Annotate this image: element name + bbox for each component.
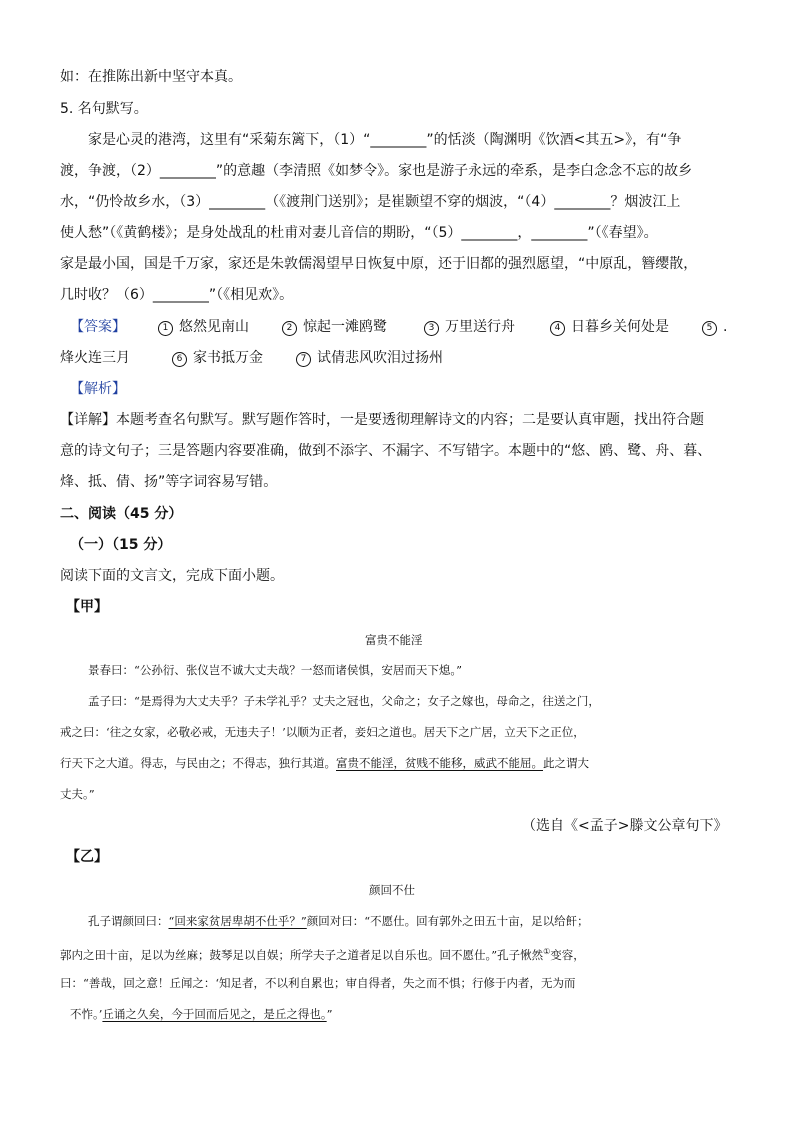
passage-text: 变容， [550, 948, 585, 962]
passage-line [88, 912, 589, 930]
subsection-heading: （一）（15 分） [70, 537, 172, 553]
answer-item: 6 家书抵万金 [172, 349, 263, 367]
passage-text: 颜回对曰：“不愿仕。回有郭外之田五十亩，足以给飦； [306, 914, 589, 928]
text-line: 家是心灵的港湾，这里有“采菊东篱下，（1）“________”的恬淡（陶渊明《饮酒<其五>》，有“争 [88, 132, 682, 148]
passage-line: 景春曰：“公孙衍、张仪岂不诚大丈夫哉？一怒而诸侯惧，安居而天下熄。” [88, 663, 463, 677]
passage-line: 孟子曰：“是焉得为大丈夫乎？子未学礼乎？丈夫之冠也，父命之；女子之嫁也，母命之，往送之门， [88, 694, 600, 708]
passage-label-yi: 【乙】 [66, 849, 108, 865]
passage-label-jia: 【甲】 [66, 599, 108, 615]
answer-item: 7 试倩悲风吹泪过扬州 [296, 349, 443, 367]
source-citation: （选自《<孟子>滕文公章句下》 [522, 818, 728, 834]
instruction-line: 阅读下面的文言文，完成下面小题。 [60, 568, 284, 584]
passage-line [60, 754, 589, 772]
underlined-sentence: 富贵不能淫，贫贱不能移，威武不能屈。 [336, 756, 543, 770]
question-heading: 5. 名句默写。 [60, 101, 148, 117]
passage-line [70, 1005, 333, 1023]
passage-text: 不怍。’ [70, 1007, 103, 1021]
underlined-sentence: 丘诵之久矣，今于回而后见之，是丘之得也。 [102, 1007, 327, 1021]
text-line: 烽火连三月 [60, 350, 130, 366]
passage-text: 孔子谓颜回曰： [88, 914, 169, 928]
text-line: 渡，争渡，（2）________”的意趣（李清照《如梦令》。家也是游子永远的牵系，是李白念念不忘的故乡 [60, 163, 693, 179]
passage-title: 富贵不能淫 [365, 633, 423, 647]
answer-item: 2 惊起一滩鸥鹭 [282, 318, 387, 336]
text-line: 意的诗文句子；三是答题内容要准确，做到不添字、不漏字、不写错字。本题中的“悠、鸥、鹭、舟、暮、 [60, 443, 712, 459]
text-line: 几时收？（6）________”（《相见欢》。 [60, 287, 294, 303]
underlined-sentence: “回来家贫居卑胡不仕乎？” [168, 914, 307, 928]
analysis-label: 【解析】 [70, 381, 126, 397]
passage-text: ” [326, 1007, 333, 1021]
text-line: 如：在推陈出新中坚守本真。 [60, 69, 242, 85]
answer-item: 4 日暮乡关何处是 [550, 318, 669, 336]
text-line: 烽、抵、倩、扬”等字词容易写错。 [60, 474, 278, 490]
text-line: 【详解】本题考查名句默写。默写题作答时，一是要透彻理解诗文的内容；二是要认真审题，找出符合题 [60, 412, 704, 428]
passage-line [60, 943, 585, 964]
answer-label: 【答案】 [70, 319, 126, 335]
text-line: 水，“仍怜故乡水，（3）________（《渡荆门送别》；是崔颢望不穿的烟波，“（4）________？烟波江上 [60, 194, 681, 210]
passage-line: 丈夫。” [60, 787, 95, 801]
text-line: 使人愁”（《黄鹤楼》；是身处战乱的杜甫对妻儿音信的期盼，“（5）________，________”（《春望》。 [60, 225, 658, 241]
footnote-marker: ① [543, 947, 551, 956]
section-heading: 二、阅读（45 分） [60, 506, 183, 522]
answer-item: 1 悠然见南山 [158, 318, 249, 336]
passage-title: 颜回不仕 [369, 883, 415, 897]
answer-item: 3 万里送行舟 [424, 318, 515, 336]
passage-text: 行天下之大道。得志，与民由之；不得志，独行其道。 [60, 756, 336, 770]
answer-item: 5 . [702, 318, 727, 336]
text-line: 家是最小国，国是千万家，家还是朱敦儒渴望早日恢复中原，还于旧都的强烈愿望，“中原乱，簪缨散， [60, 256, 698, 272]
passage-text: 郭内之田十亩，足以为丝麻；鼓琴足以自娱；所学夫子之道者足以自乐也。回不愿仕。”孔子愀然 [60, 948, 544, 962]
passage-line: 戒之曰：‘往之女家，必敬必戒，无违夫子！’以顺为正者，妾妇之道也。居天下之广居，立天下之正位， [60, 725, 585, 739]
passage-text: 此之谓大 [543, 756, 589, 770]
passage-line: 曰：“善哉，回之意！丘闻之：‘知足者，不以利自累也；审自得者，失之而不惧；行修于内者，无为而 [60, 976, 576, 990]
